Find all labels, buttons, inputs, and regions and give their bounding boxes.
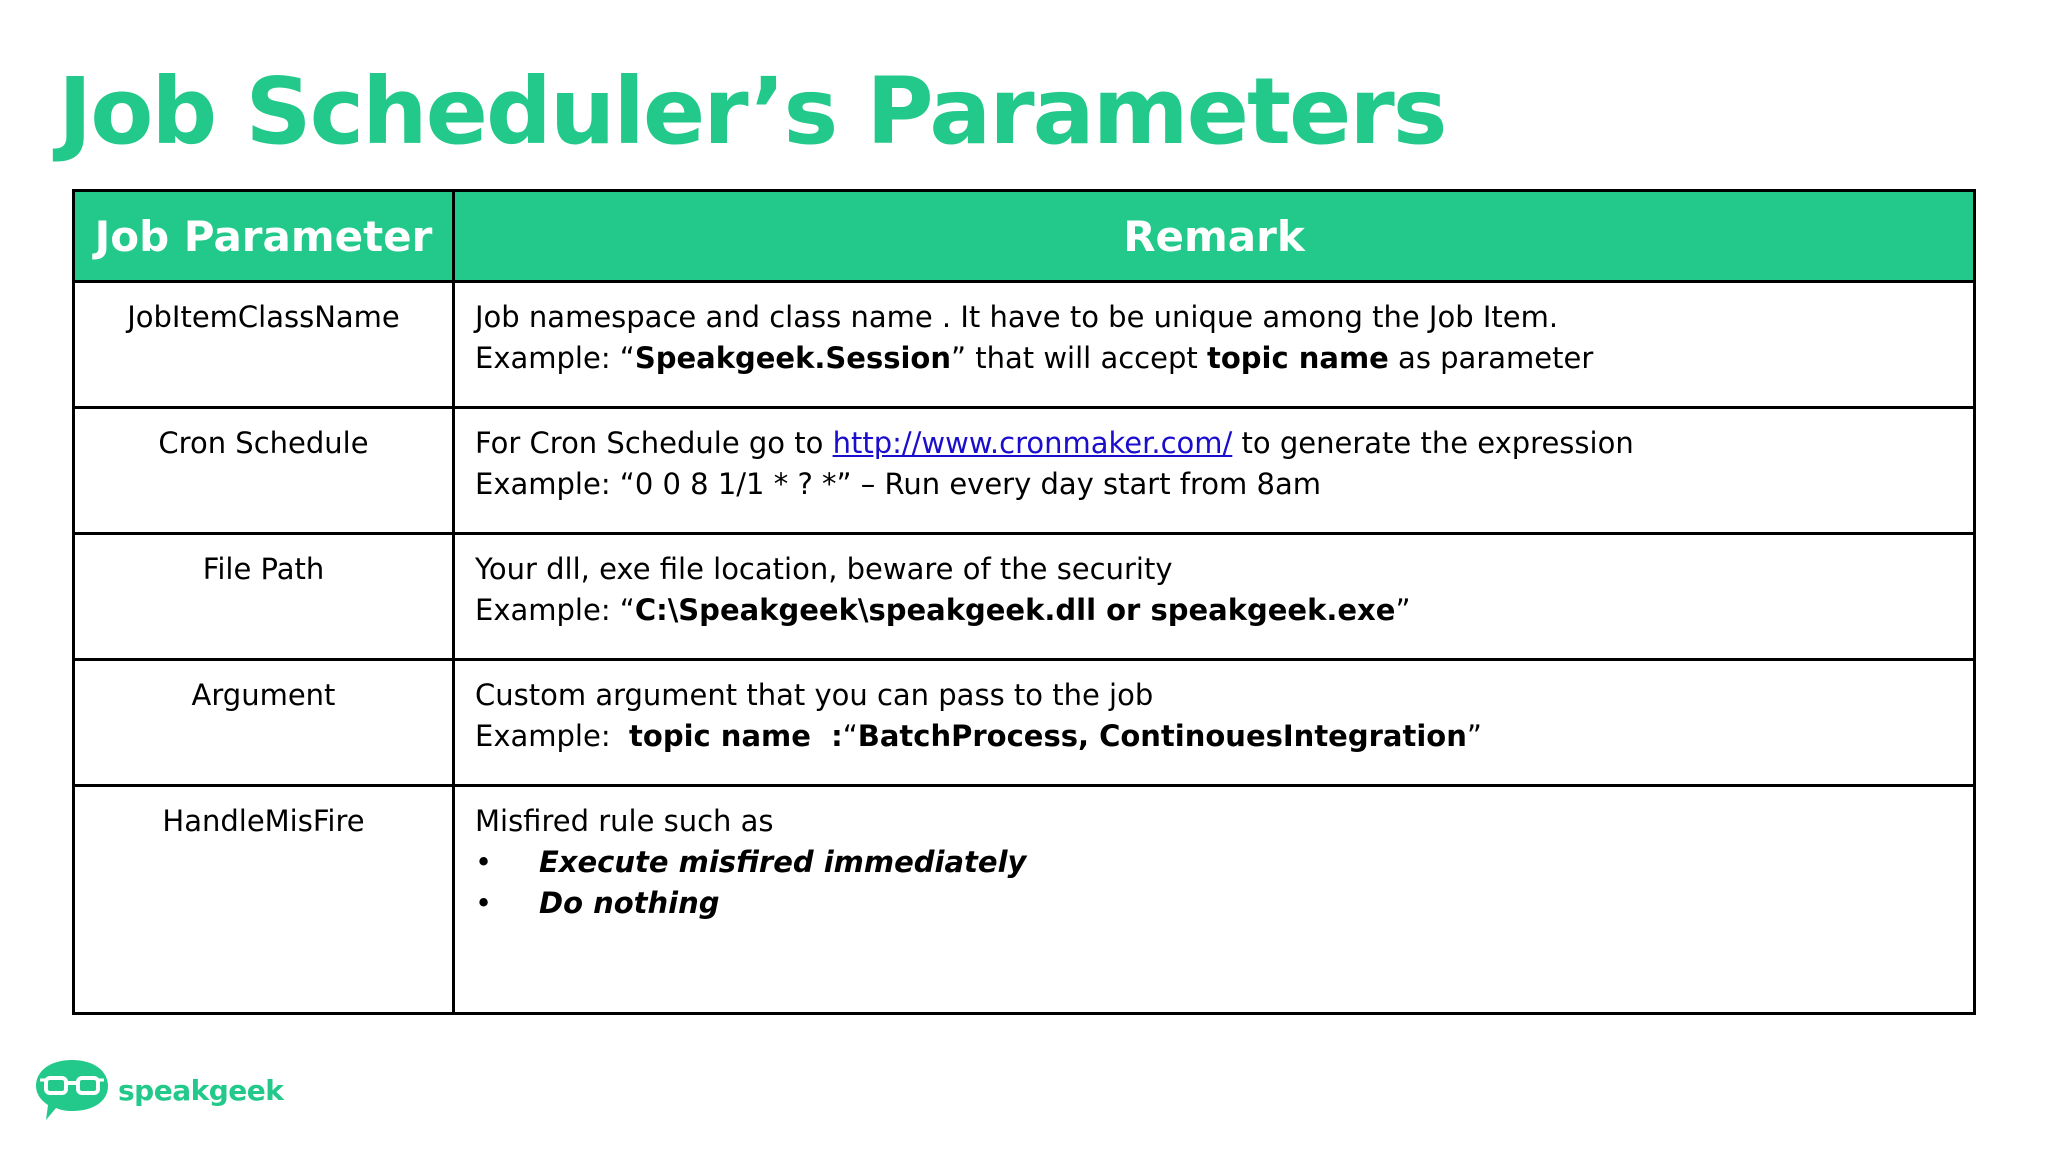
remark-cell <box>454 408 1975 534</box>
text-segment: as parameter <box>1388 341 1594 375</box>
text-segment: Example: “ <box>475 341 635 375</box>
param-name: Cron Schedule <box>74 408 454 534</box>
table-row <box>74 408 1975 534</box>
speech-bubble-glasses-icon <box>34 1058 110 1122</box>
remark-line: Misfired rule such as <box>475 804 774 838</box>
remark-cell <box>454 534 1975 660</box>
remark-line: Your dll, exe file location, beware of the security <box>475 552 1173 586</box>
remark-line <box>475 423 1953 464</box>
bold-text: C:\Speakgeek\speakgeek.dll or speakgeek.exe <box>634 593 1396 627</box>
remark-line <box>475 716 1953 757</box>
bullet-text: Execute misfired immediately <box>539 845 1027 879</box>
bold-text: BatchProcess, ContinouesIntegration <box>857 719 1467 753</box>
remark-line: Custom argument that you can pass to the job <box>475 678 1154 712</box>
remark-line: Job namespace and class name . It have to be unique among the Job Item. <box>475 300 1559 334</box>
text-segment: ” <box>1395 593 1411 627</box>
logo-text: speakgeek <box>118 1073 284 1107</box>
table-row <box>74 282 1975 408</box>
text-segment: Example: “ <box>475 593 635 627</box>
remark-line <box>475 338 1953 379</box>
text-segment: ” <box>1466 719 1482 753</box>
text-segment: For Cron Schedule go to <box>475 426 833 460</box>
remark-line <box>475 590 1953 631</box>
bullet-marker: • <box>475 886 493 920</box>
param-name: HandleMisFire <box>74 786 454 1014</box>
header-remark: Remark <box>454 191 1975 282</box>
table-row <box>74 534 1975 660</box>
text-segment: Example: <box>475 719 630 753</box>
text-segment: “ <box>842 719 858 753</box>
remark-cell <box>454 660 1975 786</box>
bullet-marker: • <box>475 845 493 879</box>
remark-line: Example: “0 0 8 1/1 * ? *” – Run every day start from 8am <box>475 467 1321 501</box>
bullet-item <box>475 883 1953 924</box>
cronmaker-link[interactable]: http://www.cronmaker.com/ <box>832 426 1233 460</box>
bullet-text: Do nothing <box>539 886 720 920</box>
table-row <box>74 660 1975 786</box>
header-job-parameter: Job Parameter <box>74 191 454 282</box>
bold-text: topic name <box>1206 341 1389 375</box>
text-segment: to generate the expression <box>1232 426 1634 460</box>
table-header-row <box>74 191 1975 282</box>
param-name: JobItemClassName <box>74 282 454 408</box>
bold-text: topic name : <box>629 719 843 753</box>
remark-cell <box>454 786 1975 1014</box>
param-name: File Path <box>74 534 454 660</box>
bold-text: Speakgeek.Session <box>634 341 951 375</box>
param-name: Argument <box>74 660 454 786</box>
speakgeek-logo <box>34 1058 283 1122</box>
table-row <box>74 786 1975 1014</box>
remark-cell <box>454 282 1975 408</box>
parameters-table <box>72 189 1976 1015</box>
slide-title: Job Scheduler’s Parameters <box>58 58 1446 165</box>
text-segment: ” that will accept <box>950 341 1207 375</box>
bullet-item <box>475 842 1953 883</box>
